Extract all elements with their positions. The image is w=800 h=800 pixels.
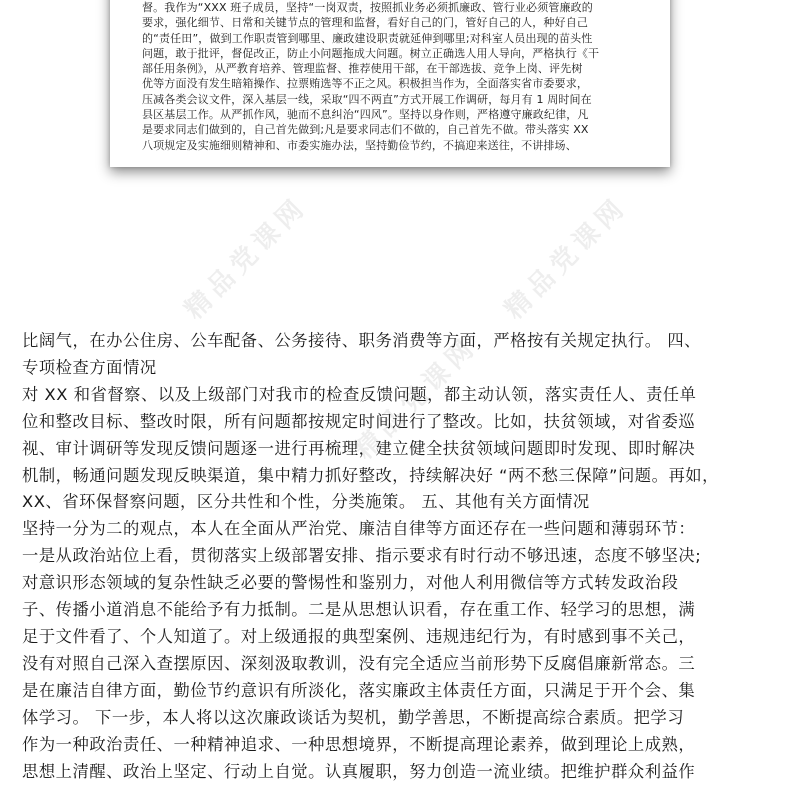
watermark: 精品党课网 xyxy=(179,191,314,326)
watermark: 精品党课网 xyxy=(499,191,634,326)
text-line: 一是从政治站位上看，贯彻落实上级部署安排、指示要求有时行动不够迅速，态度不够坚决; xyxy=(22,546,702,566)
text-line: 坚持一分为二的观点，本人在全面从严治党、廉洁自律等方面还存在一些问题和薄弱环节： xyxy=(22,519,696,539)
watermark: 精品党课网 xyxy=(349,331,484,466)
document-page-preview xyxy=(110,0,670,167)
document-body xyxy=(22,328,782,785)
text-line: 位和整改目标、整改时限，所有问题都按规定时间进行了整改。比如，扶贫领域，对省委巡 xyxy=(22,411,696,431)
text-line: 对意识形态领域的复杂性缺乏必要的警惕性和鉴别力，对他人利用微信等方式转发政治段 xyxy=(22,573,679,593)
text-line: 专项检查方面情况 xyxy=(22,357,157,377)
text-line: 没有对照自己深入查摆原因、深刻汲取教训，没有完全适应当前形势下反腐倡廉新常态。三 xyxy=(22,653,696,673)
text-line: 机制，畅通问题发现反映渠道，集中精力抓好整改，持续解决好 “两不愁三保障”问题。再如， xyxy=(22,465,719,485)
text-line: 作为一种政治责任、一种精神追求、一种思想境界，不断提高理论素养，做到理论上成熟， xyxy=(22,734,696,754)
page-preview-text xyxy=(142,0,642,153)
text-line: 比阔气，在办公住房、公车配备、公务接待、职务消费等方面，严格按有关规定执行。 四、 xyxy=(22,331,701,350)
text-line: 思想上清醒、政治上坚定、行动上自觉。认真履职，努力创造一流业绩。把维护群众利益作 xyxy=(22,761,696,781)
text-line: 督。我作为“XXX 班子成员，坚持“一岗双责，按照抓业务必须抓廉政、管行业必须管廉政的 xyxy=(142,1,593,14)
text-line: 的“责任田”，做到工作职责管到哪里、廉政建设职责就延伸到哪里;对科室人员出现的苗头性 xyxy=(142,31,593,45)
text-line: 问题，敢于批评，督促改正，防止小问题拖成大问题。树立正确选人用人导向，严格执行《干 xyxy=(142,46,600,60)
text-line: 子、传播小道消息不能给予有力抵制。二是从思想认识看，存在重工作、轻学习的思想，满 xyxy=(22,600,696,620)
text-line: 是在廉洁自律方面，勤俭节约意识有所淡化，落实廉政主体责任方面，只满足于开个会、集 xyxy=(22,680,696,700)
text-line: XX、省环保督察问题，区分共性和个性，分类施策。 五、其他有关方面情况 xyxy=(22,492,590,512)
text-line: 是要求同志们做到的，自己首先做到;凡是要求同志们不做的，自己首先不做。带头落实 XX xyxy=(142,123,589,137)
text-line: 足于文件看了、个人知道了。对上级通报的典型案例、违规违纪行为，有时感到事不关己， xyxy=(22,626,696,646)
text-line: 部任用条例》，从严教育培养、管理监督、推荐使用干部，在干部选拔、竞争上岗、评先树 xyxy=(142,62,583,76)
text-line: 优等方面没有发生暗箱操作、拉票贿选等不正之风。积极担当作为，全面落实省市委要求， xyxy=(142,77,588,91)
text-line: 对 XX 和省督察、以及上级部门对我市的检查反馈问题，都主动认领，落实责任人、责任单 xyxy=(22,384,697,404)
text-line: 要求，强化细节、日常和关键节点的管理和监督，看好自己的门，管好自己的人，种好自己 xyxy=(142,16,588,30)
text-line: 八项规定及实施细则精神和、市委实施办法，坚持勤俭节约，不搞迎来送往，不讲排场、 xyxy=(142,138,577,152)
text-line: 体学习。 下一步，本人将以这次廉政谈话为契机，勤学善思，不断提高综合素质。把学习 xyxy=(22,707,685,727)
text-line: 压减各类会议文件，深入基层一线，采取“四不两直”方式开展工作调研，每月有 1 周时间在 xyxy=(142,92,592,106)
text-line: 视、审计调研等发现反馈问题逐一进行再梳理，建立健全扶贫领域问题即时发现、即时解决 xyxy=(22,438,696,458)
text-line: 县区基层工作。从严抓作风，驰而不息纠治“四风”。坚持以身作则，严格遵守廉政纪律，凡 xyxy=(142,108,589,122)
